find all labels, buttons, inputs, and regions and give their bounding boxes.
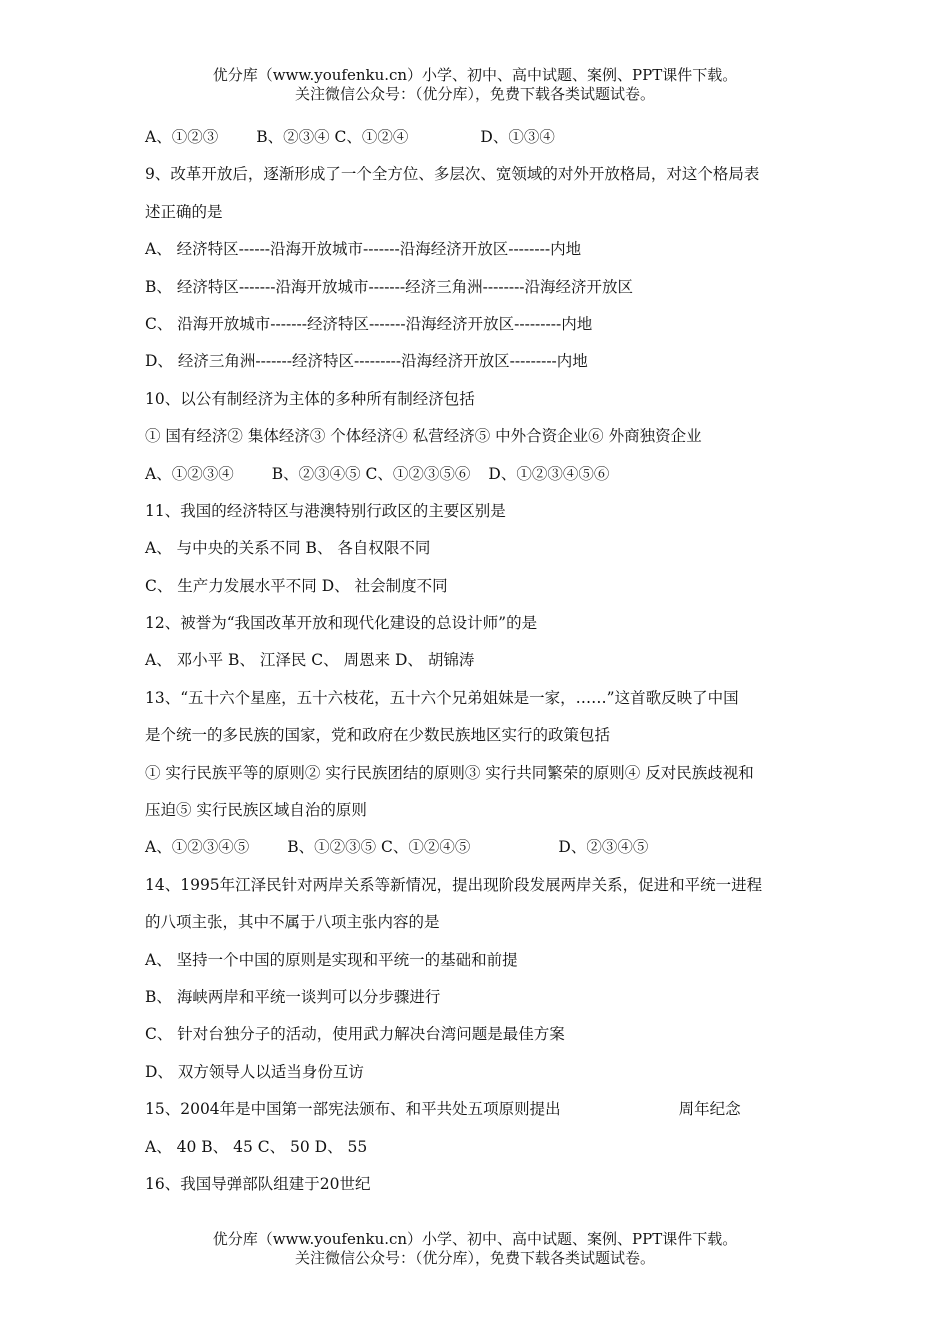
q13-items-cont: 压迫⑤ 实行民族区域自治的原则 bbox=[145, 801, 367, 820]
answer-options-q8: A、①②③ B、②③④ C、①②④ D、①③④ bbox=[145, 128, 555, 146]
question-11-text: 11、我国的经济特区与港澳特别行政区的主要区别是 bbox=[145, 501, 506, 520]
answer-options-q13: A、①②③④⑤ B、①②③⑤ C、①②④⑤ D、②③④⑤ bbox=[145, 838, 649, 857]
page-header bbox=[0, 66, 950, 104]
question-15-text: 15、2004年是中国第一部宪法颁布、和平共处五项原则提出 周年纪念 bbox=[145, 1100, 741, 1119]
question-13-text: 13、“五十六个星座，五十六枝花，五十六个兄弟姐妹是一家，……”这首歌反映了中国 bbox=[145, 688, 739, 707]
question-content bbox=[145, 119, 825, 1203]
footer-line-2: 关注微信公众号：（优分库），免费下载各类试题试卷。 bbox=[294, 1249, 655, 1267]
question-14-text: 14、1995年江泽民针对两岸关系等新情况，提出现阶段发展两岸关系，促进和平统一进程 bbox=[145, 875, 763, 894]
q13-items: ① 实行民族平等的原则② 实行民族团结的原则③ 实行共同繁荣的原则④ 反对民族歧视和 bbox=[145, 763, 754, 782]
q11-options-cd: C、 生产力发展水平不同 D、 社会制度不同 bbox=[145, 576, 448, 595]
q10-items: ① 国有经济② 集体经济③ 个体经济④ 私营经济⑤ 中外合资企业⑥ 外商独资企业 bbox=[145, 427, 702, 446]
q9-option-b: B、 经济特区-------沿海开放城市-------经济三角洲--------沿海经济开放区 bbox=[145, 277, 634, 296]
q14-option-d: D、 双方领导人以适当身份互访 bbox=[145, 1062, 364, 1081]
q9-option-c: C、 沿海开放城市-------经济特区-------沿海经济开放区---------内地 bbox=[145, 314, 593, 333]
q14-option-c: C、 针对台独分子的活动，使用武力解决台湾问题是最佳方案 bbox=[145, 1025, 565, 1044]
question-10-text: 10、以公有制经济为主体的多种所有制经济包括 bbox=[145, 389, 475, 408]
page-footer bbox=[0, 1230, 950, 1268]
footer-line-1: 优分库（www.youfenku.cn）小学、初中、高中试题、案例、PPT课件下载。 bbox=[212, 1230, 738, 1248]
q14-option-a: A、 坚持一个中国的原则是实现和平统一的基础和前提 bbox=[145, 950, 518, 969]
header-line-2: 关注微信公众号：（优分库），免费下载各类试题试卷。 bbox=[294, 85, 655, 103]
question-14-text-cont: 的八项主张，其中不属于八项主张内容的是 bbox=[145, 913, 440, 932]
q11-options-ab: A、 与中央的关系不同 B、 各自权限不同 bbox=[145, 539, 431, 558]
question-13-text-cont: 是个统一的多民族的国家，党和政府在少数民族地区实行的政策包括 bbox=[145, 726, 611, 745]
q9-option-a: A、 经济特区------沿海开放城市-------沿海经济开放区--------内地 bbox=[145, 240, 582, 259]
q9-option-d: D、 经济三角洲-------经济特区---------沿海经济开放区---------内地 bbox=[145, 352, 588, 371]
q15-options: A、 40 B、 45 C、 50 D、 55 bbox=[145, 1137, 368, 1156]
q12-options: A、 邓小平 B、 江泽民 C、 周恩来 D、 胡锦涛 bbox=[145, 651, 475, 670]
question-16-text: 16、我国导弹部队组建于20世纪 bbox=[145, 1174, 371, 1193]
answer-options-q10: A、①②③④ B、②③④⑤ C、①②③⑤⑥ D、①②③④⑤⑥ bbox=[145, 464, 610, 483]
question-9-text-cont: 述正确的是 bbox=[145, 202, 223, 221]
q14-option-b: B、 海峡两岸和平统一谈判可以分步骤进行 bbox=[145, 987, 441, 1006]
header-line-1: 优分库（www.youfenku.cn）小学、初中、高中试题、案例、PPT课件下载。 bbox=[212, 66, 738, 84]
question-9-text: 9、改革开放后，逐渐形成了一个全方位、多层次、宽领域的对外开放格局，对这个格局表 bbox=[145, 165, 760, 184]
question-12-text: 12、被誉为“我国改革开放和现代化建设的总设计师”的是 bbox=[145, 614, 538, 633]
